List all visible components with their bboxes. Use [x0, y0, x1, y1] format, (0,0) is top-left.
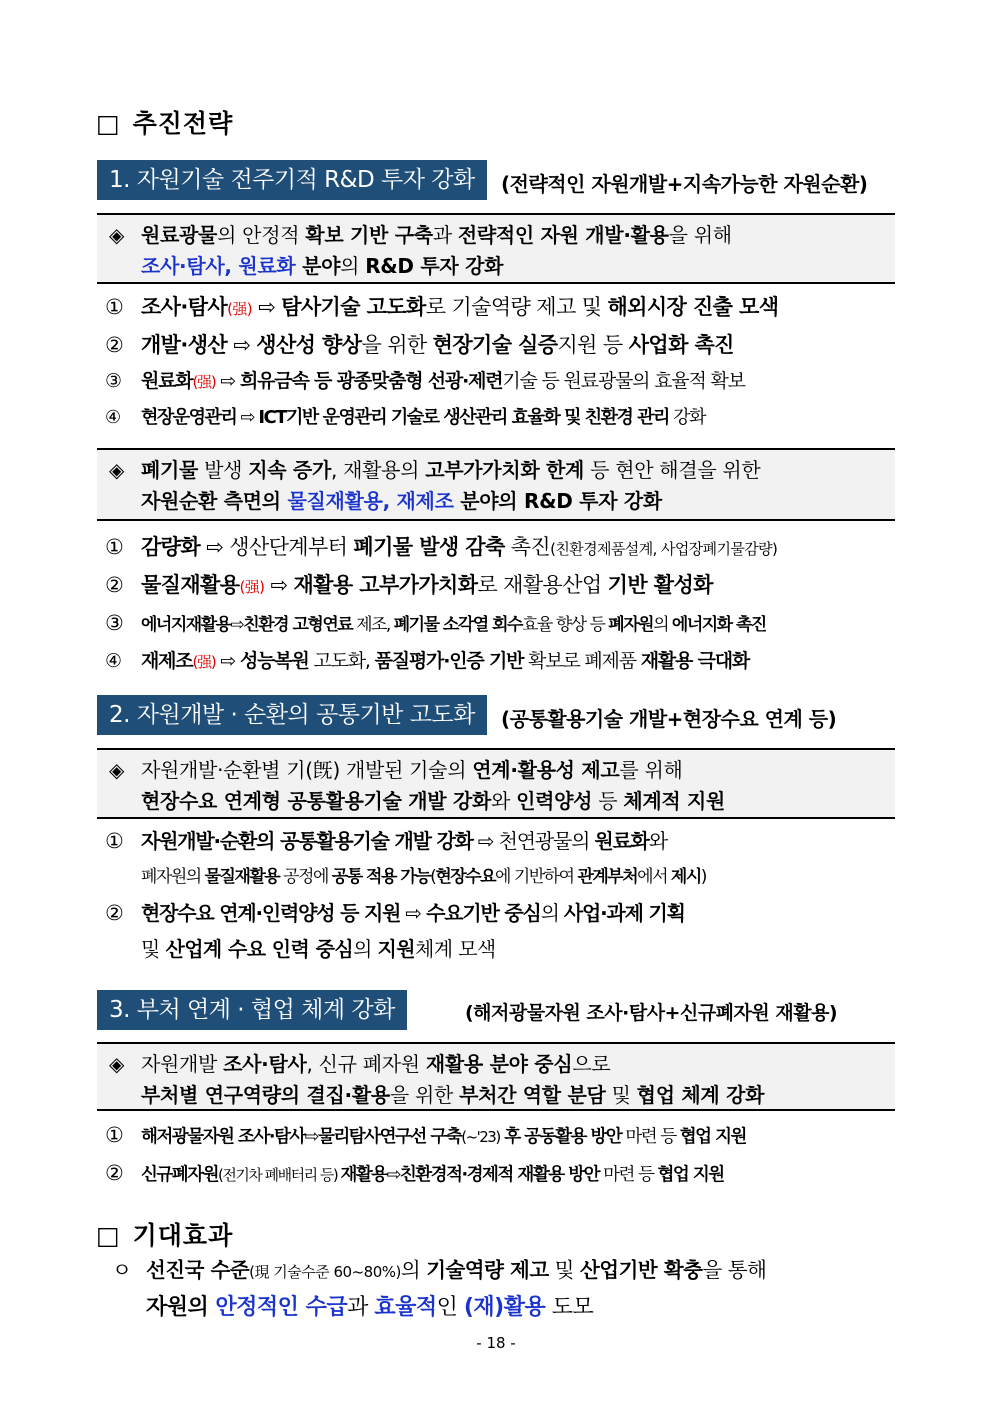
section-3-callout — [97, 1042, 895, 1111]
text: 의 — [340, 254, 366, 278]
text: 을 위해 — [668, 223, 732, 247]
section-2-title: 2. 자원개발 · 순환의 공통기반 고도화 — [97, 695, 487, 735]
text: 을 위한 — [361, 333, 433, 357]
checkbox-glyph: □ — [96, 1221, 121, 1250]
effect-line — [112, 1252, 902, 1290]
text: 촉진 — [504, 535, 551, 559]
strong-mark: (强) — [192, 373, 216, 391]
text: 을 통해 — [702, 1258, 767, 1282]
heading-text: 추진전략 — [132, 109, 234, 138]
section-1-items-2 — [105, 529, 897, 680]
arrow-icon: ⇨ — [472, 829, 499, 853]
text: 현장수요 연계·인력양성 등 지원 — [141, 901, 401, 925]
text: 분야의 R&D 투자 강화 — [453, 489, 662, 513]
arrow-icon: ⇨ — [264, 573, 294, 597]
text: 재활용 고부가가치화 — [293, 573, 478, 597]
item-number: ① — [105, 295, 124, 319]
text: 를 위해 — [619, 758, 683, 782]
list-item — [105, 567, 897, 605]
heading-text: 기대효과 — [132, 1221, 234, 1250]
text: 와 — [491, 789, 517, 813]
item-number: ② — [105, 573, 124, 597]
list-item — [105, 327, 897, 363]
text: 발생 — [198, 458, 249, 482]
text: 폐기물 — [141, 458, 199, 482]
text: 협업 지원 — [679, 1127, 746, 1147]
arrow-icon: ⇨ — [215, 650, 240, 672]
callout-line — [109, 1080, 887, 1111]
item-number: ③ — [105, 611, 123, 635]
text: 에너지화 촉진 — [671, 615, 766, 635]
section-2-header — [97, 695, 897, 735]
text: 고도화, — [308, 650, 375, 672]
text: 탐사기술 고도화 — [281, 295, 426, 319]
text: 에서 — [637, 867, 671, 887]
text: 원료화 — [594, 829, 649, 853]
text: 자원개발 — [141, 1052, 224, 1076]
text: 감량화 — [141, 535, 201, 559]
arrow-icon: ⇨ — [227, 333, 257, 357]
text: 과 — [347, 1295, 375, 1320]
text: 폐기물 발생 감축 — [353, 535, 505, 559]
text: (~'23) — [461, 1128, 500, 1146]
text: 물리탐사연구선 구축 — [317, 1127, 462, 1147]
text: 자원순환 측면의 — [141, 489, 288, 513]
item-number: ② — [105, 901, 123, 925]
text: 지원 — [377, 937, 415, 961]
text: 희유금속 등 광종맞춤형 선광·제련 — [239, 370, 503, 392]
text: 원료화 — [141, 370, 193, 392]
text: 사업화 촉진 — [628, 333, 734, 357]
text: 로 기술역량 제고 및 — [425, 295, 608, 319]
text: (재)활용 — [463, 1295, 546, 1320]
text: 강화 — [668, 407, 705, 428]
arrow-icon: ⇨ — [304, 1127, 318, 1147]
text: 의 — [653, 615, 672, 635]
text: 현장수요 연계형 공통활용기술 개발 강화 — [141, 789, 491, 813]
section-1-title: 1. 자원기술 전주기적 R&D 투자 강화 — [97, 160, 487, 200]
text: 협업 체계 강화 — [636, 1083, 765, 1107]
text: 마련 등 — [599, 1165, 658, 1185]
text: 및 — [548, 1258, 580, 1282]
text: 공동활용 방안 — [524, 1127, 622, 1147]
effect-line — [112, 1290, 902, 1326]
text: 도모 — [545, 1295, 594, 1320]
page-number: - 18 - — [476, 1334, 516, 1352]
arrow-icon: ⇨ — [386, 1165, 400, 1185]
item-number: ① — [105, 1123, 123, 1147]
text: 안정적인 수급 — [215, 1295, 348, 1320]
text: 신규폐자원 — [141, 1165, 219, 1185]
text: 산업기반 확충 — [580, 1258, 703, 1282]
text: 을 위한 — [389, 1083, 460, 1107]
arrow-icon: ⇨ — [230, 615, 244, 635]
text: 로 재활용산업 — [477, 573, 608, 597]
text: 등 현안 해결을 위한 — [584, 458, 761, 482]
text: 지원 등 — [557, 333, 629, 357]
text: (전기차 폐배터리 등) — [218, 1166, 341, 1184]
text: 조사·탐사, 원료화 — [141, 254, 296, 278]
list-item — [105, 1117, 897, 1155]
diamond-icon: ◈ — [109, 1052, 125, 1076]
item-number: ② — [105, 333, 124, 357]
text: 자원개발·순환별 기(旣) 개발된 기술의 — [141, 758, 473, 782]
text: 재활용 — [340, 1165, 387, 1185]
list-item-continued — [105, 859, 897, 895]
checkbox-glyph: □ — [96, 109, 121, 138]
text: 체계 모색 — [415, 937, 496, 961]
callout-line — [109, 786, 887, 817]
text: 및 — [141, 937, 166, 961]
list-item — [105, 289, 897, 327]
item-number: ① — [105, 535, 124, 559]
heading-strategy — [96, 104, 233, 140]
callout-line — [109, 455, 887, 486]
text: , 재활용의 — [330, 458, 426, 482]
list-item — [105, 605, 897, 643]
text: 해저광물자원 조사·탐사 — [141, 1127, 305, 1147]
item-number: ① — [105, 829, 123, 853]
text: 개발·생산 — [141, 333, 228, 357]
section-2-callout — [97, 748, 895, 819]
text: 등 — [592, 789, 624, 813]
text: 조사·탐사 — [141, 295, 228, 319]
arrow-icon: ⇨ — [236, 407, 259, 428]
list-item — [105, 823, 897, 859]
callout-line — [109, 755, 887, 786]
text: 의 — [540, 901, 564, 925]
text: 선진국 수준 — [146, 1258, 250, 1282]
text: 생산단계부터 — [229, 535, 354, 559]
text: 으로 — [572, 1052, 611, 1076]
text: 마련 등 — [621, 1127, 680, 1147]
text: 고부가가치화 한계 — [425, 458, 585, 482]
strong-mark: (强) — [239, 578, 265, 596]
text: 공정에 — [279, 867, 332, 887]
strong-mark: (强) — [227, 300, 253, 318]
text: 물질재활용, 재제조 — [287, 489, 454, 513]
expected-effect-text — [112, 1252, 902, 1326]
item-number: ② — [105, 1161, 123, 1185]
text: 제조, — [352, 615, 394, 635]
section-1-subtitle: (전략적인 자원개발+지속가능한 자원순환) — [501, 172, 868, 196]
callout-line — [109, 1049, 887, 1080]
section-3-title: 3. 부처 연계 · 협업 체계 강화 — [97, 990, 407, 1030]
section-2-items — [105, 823, 897, 967]
text: 효율 향상 등 — [521, 615, 609, 635]
text: 기반 활성화 — [607, 573, 713, 597]
item-number: ③ — [105, 370, 121, 392]
text: 자원의 — [146, 1295, 216, 1320]
text: 의 — [353, 937, 378, 961]
callout-line — [109, 486, 887, 517]
arrow-icon: ⇨ — [215, 370, 240, 392]
section-1-header — [97, 160, 897, 200]
text: 현장수요 — [435, 867, 496, 887]
text: 친환경 고형연료 — [243, 615, 353, 635]
section-1-callout-1 — [97, 213, 895, 284]
text: 현장기술 실증 — [432, 333, 558, 357]
list-item-continued — [105, 931, 897, 967]
text: 폐자원의 — [141, 867, 205, 887]
text: 친환경적·경제적 재활용 방안 — [399, 1165, 600, 1185]
text: 폐기물 소각열 회수 — [393, 615, 522, 635]
text: 천연광물의 — [498, 829, 595, 853]
section-3-header — [97, 990, 897, 1030]
section-1-callout-2 — [97, 448, 895, 521]
section-1-items-1 — [105, 289, 897, 436]
section-2-subtitle: (공통활용기술 개발+현장수요 연계 등) — [501, 707, 837, 731]
text: 의 안정적 — [217, 223, 306, 247]
heading-expected-effects — [96, 1216, 233, 1252]
list-item — [105, 529, 897, 567]
text: 기술역량 제고 — [426, 1258, 549, 1282]
list-item — [105, 363, 897, 400]
text: 품질평가·인증 기반 — [374, 650, 524, 672]
list-item — [105, 400, 897, 436]
text: 및 — [605, 1083, 637, 1107]
text: 생산성 향상 — [256, 333, 362, 357]
arrow-icon: ⇨ — [252, 295, 282, 319]
text: 전략적인 자원 개발·활용 — [457, 223, 669, 247]
text: 제시 — [670, 867, 701, 887]
text: 물질재활용 — [204, 867, 280, 887]
text: 사업·과제 기획 — [563, 901, 685, 925]
text: 연계·활용성 제고 — [472, 758, 620, 782]
section-3-subtitle: (해저광물자원 조사·탐사+신규폐자원 재활용) — [465, 1002, 838, 1024]
text: 자원개발·순환의 공통활용기술 개발 강화 — [141, 829, 473, 853]
text: 협업 지원 — [657, 1165, 724, 1185]
item-number: ④ — [105, 407, 120, 428]
text: 확보로 폐제품 — [523, 650, 641, 672]
text: 와 — [648, 829, 667, 853]
text: 과 — [432, 223, 458, 247]
text: 후 — [499, 1127, 525, 1147]
arrow-icon: ⇨ — [200, 535, 230, 559]
text: (現 기술수준 60~80%) — [249, 1263, 401, 1281]
list-item — [105, 1155, 897, 1193]
text: , 신규 폐자원 — [306, 1052, 426, 1076]
text: 성능복원 — [239, 650, 309, 672]
text: 기술 등 원료광물의 효율적 확보 — [502, 370, 745, 392]
bullet-icon: ㅇ — [112, 1258, 132, 1282]
text: R&D 투자 강화 — [365, 254, 504, 278]
text: 현장운영관리 — [141, 407, 237, 428]
text: 관계부처 — [577, 867, 638, 887]
text: ICT기반 운영관리 기술로 생산관리 효율화 및 친환경 관리 — [258, 407, 669, 428]
text: 부처별 연구역량의 결집·활용 — [141, 1083, 390, 1107]
text: 폐자원 — [608, 615, 654, 635]
diamond-icon: ◈ — [109, 223, 125, 247]
text: 수요기반 중심 — [426, 901, 541, 925]
diamond-icon: ◈ — [109, 758, 125, 782]
text: 산업계 수요 인력 중심 — [165, 937, 354, 961]
text: 체계적 지원 — [623, 789, 726, 813]
list-item — [105, 643, 897, 680]
diamond-icon: ◈ — [109, 458, 125, 482]
text: 조사·탐사 — [223, 1052, 307, 1076]
text: 확보 기반 구축 — [305, 223, 433, 247]
text: 해외시장 진출 모색 — [607, 295, 779, 319]
text: 에 기반하여 — [495, 867, 578, 887]
text: ( — [430, 867, 436, 887]
text: 의 — [400, 1258, 427, 1282]
list-item — [105, 895, 897, 931]
section-3-items — [105, 1117, 897, 1193]
strong-mark: (强) — [192, 653, 216, 671]
text: 인 — [436, 1295, 464, 1320]
callout-line — [109, 251, 887, 282]
text: 지속 증가 — [248, 458, 331, 482]
text: 재활용 극대화 — [640, 650, 750, 672]
text: 에너지재활용 — [141, 615, 231, 635]
text: ) — [700, 867, 706, 887]
text: 원료광물 — [141, 223, 218, 247]
text: 효율적 — [374, 1295, 437, 1320]
text: 분야 — [295, 254, 341, 278]
arrow-icon: ⇨ — [400, 901, 427, 925]
text: 부처간 역할 분담 — [459, 1083, 606, 1107]
text: 인력양성 — [516, 789, 593, 813]
text: 재활용 분야 중심 — [425, 1052, 573, 1076]
callout-line — [109, 220, 887, 251]
text: 물질재활용 — [141, 573, 240, 597]
text: (친환경제품설계, 사업장폐기물감량) — [550, 540, 778, 558]
item-number: ④ — [105, 650, 121, 672]
text: 재제조 — [141, 650, 193, 672]
text: 공통 적용 가능 — [331, 867, 431, 887]
